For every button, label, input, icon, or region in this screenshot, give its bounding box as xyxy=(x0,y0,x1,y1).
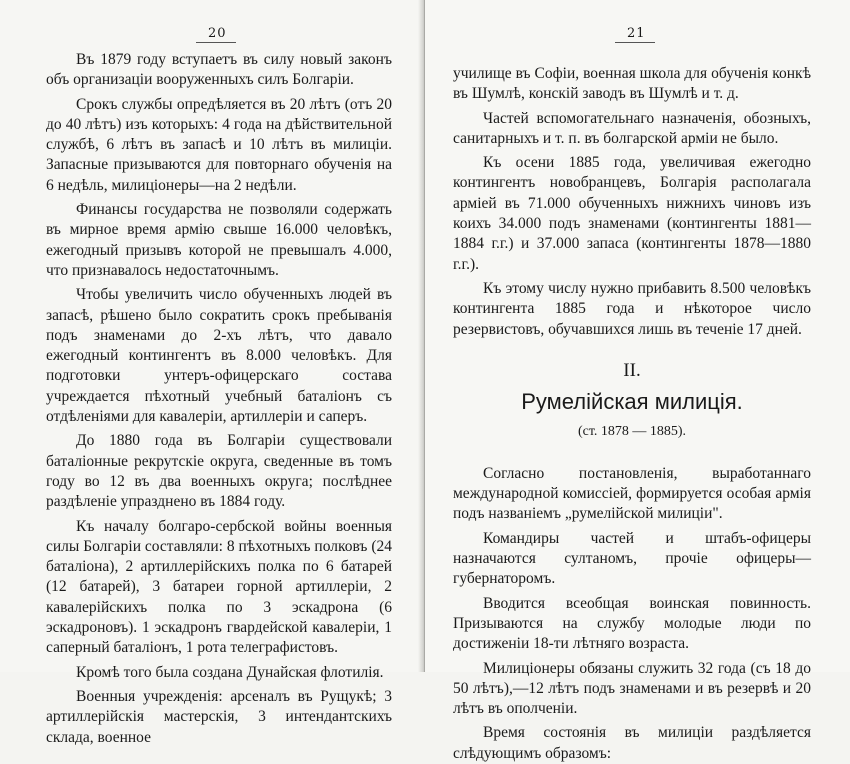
paragraph: Къ осени 1885 года, увеличивая ежегодно контингентъ новобранцевъ, Болгарiя располагала армiей въ 71.000 обученныхъ нижнихъ чиновъ изъ коихъ 34.000 подъ знаменами (контингенты 1881—1884 г.г.) и 37.000 запаса (контингенты 1878—1880 г.г.). xyxy=(453,154,811,273)
page-number-rule xyxy=(615,42,655,43)
paragraph: Частей вспомогательнаго назначенiя, обозныхъ, санитарныхъ и т. п. въ болгарской армiи не было. xyxy=(453,109,811,147)
right-page xyxy=(425,0,850,762)
paragraph: Къ началу болгаро-сербской войны военныя силы Болгарiи составляли: 8 пѣхотныхъ полковъ (24 баталiона), 2 артиллерiйскихъ полка по 6 батарей (12 батарей), 3 батареи горной артиллерiи, 2 кавалерiйскихъ полка по 3 эскадрона (6 эскадроновъ). 1 эскадронъ гвардейской кавалерiи, 1 саперный баталiонъ, 1 рота телеграфистовъ. xyxy=(46,517,392,657)
left-page-text xyxy=(46,50,392,748)
paragraph: Срокъ службы опредѣляется въ 20 лѣтъ (отъ 20 до 40 лѣтъ) изъ которыхъ: 4 года на дѣйствительной службѣ, 6 лѣтъ въ запасѣ и 10 лѣтъ въ милицiи. Запасные призываются для повторнаго обученiя на 6 недѣль, милицiонеры—на 2 недѣли. xyxy=(46,95,392,194)
page-number-right: 21 xyxy=(627,26,646,41)
right-page-text xyxy=(453,64,811,764)
page-number-left: 20 xyxy=(208,26,227,41)
paragraph: Кромѣ того была создана Дунайская флотилiя. xyxy=(76,663,384,681)
section-subtitle: (ст. 1878 — 1885). xyxy=(577,423,687,439)
paragraph: училище въ Софiи, военная школа для обученiя конкѣ въ Шумлѣ, конскiй заводъ въ Шумлѣ и т. д. xyxy=(453,65,811,103)
paragraph: Вводится всеобщая воинская повинность. Призываются на службу молодые люди по достиженiи 18-ти лѣтняго возраста. xyxy=(453,594,811,653)
paragraph: Время состоянiя въ милицiи раздѣляется слѣдующимъ образомъ: xyxy=(453,724,811,762)
paragraph: Финансы государства не позволяли содержать въ мирное время армiю свыше 16.000 человѣкъ, ежегодный призывъ которой не превышалъ 4.000, что признавалось недостаточнымъ. xyxy=(46,201,392,279)
page-number-rule xyxy=(196,42,236,43)
paragraph: До 1880 года въ Болгарiи существовали баталiонные рекрутскiе округа, сведенные въ томъ году во 12 въ два военныхъ округа; послѣднее раздѣленiе упразднено въ 1884 году. xyxy=(46,432,392,511)
section-number: II. xyxy=(623,359,641,381)
left-page xyxy=(0,0,425,746)
paragraph: Милицiонеры обязаны служить 32 года (съ 18 до 50 лѣтъ),—12 лѣтъ подъ знаменами и въ резервѣ и 20 лѣтъ въ ополченiи. xyxy=(453,659,811,718)
paragraph: Согласно постановленiя, выработаннаго международной комиссiей, формируется особая армiя подъ названiемъ „румелiйской милицiи". xyxy=(453,464,811,523)
paragraph: Командиры частей и штабъ-офицеры назначаются султаномъ, прочiе офицеры—губернаторомъ. xyxy=(453,529,811,588)
paragraph: Къ этому числу нужно прибавить 8.500 человѣкъ контингента 1885 года и нѣкоторое число резервистовъ, обучавшихся лишь въ теченiе 17 дней. xyxy=(453,279,811,338)
paragraph: Въ 1879 году вступаетъ въ силу новый законъ объ организацiи вооруженныхъ силъ Болгарiи. xyxy=(46,51,392,89)
paragraph: Военныя учрежденiя: арсеналъ въ Рущукѣ; 3 артиллерiйскiя мастерскiя, 3 интендантскихъ склада, военное xyxy=(46,687,392,746)
section-title: Румелiйская милицiя. xyxy=(521,388,743,414)
paragraph: Чтобы увеличить число обученныхъ людей въ запасѣ, рѣшено было сократить срокъ пребыванiя подъ знаменами до 2-хъ лѣтъ, что давало ежегодный контингентъ въ 8.000 человѣкъ. Для подготовки унтеръ-офицерскаго состава учреждается пѣхотный учебный баталiонъ съ отдѣленiями для кавалерiи, артиллерiи и саперъ. xyxy=(46,286,392,426)
